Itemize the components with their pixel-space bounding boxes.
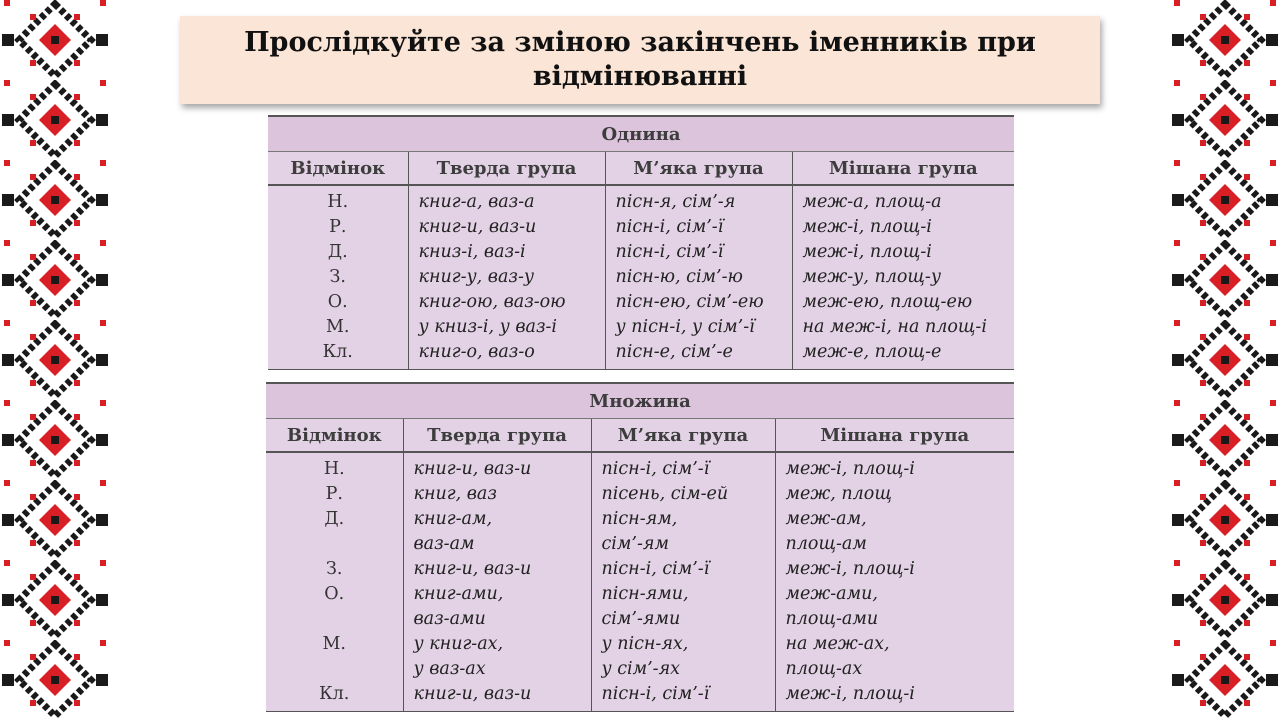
- hard-form: книг-а, ваз-а: [408, 185, 605, 215]
- soft-form: пісн-е, сім’-е: [605, 340, 792, 370]
- embroidery-border-left: [0, 0, 110, 720]
- mixed-form: меж-е, площ-е: [792, 340, 1014, 370]
- case-label: О.: [324, 584, 345, 604]
- column-header-soft: М’яка група: [605, 152, 792, 186]
- hard-form: у книг-ах, у ваз-ах: [403, 632, 591, 682]
- column-header-case: Відмінок: [266, 419, 403, 453]
- column-header-mixed: Мішана група: [775, 419, 1014, 453]
- mixed-form: меж-ам, площ-ам: [775, 507, 1014, 557]
- table-row: [268, 185, 1014, 215]
- hard-form: книг-и, ваз-и: [403, 682, 591, 712]
- soft-form: пісн-і, сім’-ї: [591, 557, 775, 582]
- mixed-form: на меж-ах, площ-ах: [775, 632, 1014, 682]
- table-row: [266, 682, 1014, 712]
- table-row: [268, 215, 1014, 240]
- hard-form: книг-и, ваз-и: [403, 557, 591, 582]
- mixed-form: на меж-і, на площ-і: [792, 315, 1014, 340]
- column-header-hard: Тверда група: [408, 152, 605, 186]
- hard-form: книз-і, ваз-і: [408, 240, 605, 265]
- case-label: Р.: [329, 217, 347, 237]
- hard-form: книг-и, ваз-и: [408, 215, 605, 240]
- table-row: [268, 340, 1014, 370]
- case-label: М.: [322, 634, 346, 654]
- hard-form: книг-ам, ваз-ам: [403, 507, 591, 557]
- section-title: Множина: [266, 383, 1014, 419]
- mixed-form: меж-ею, площ-ею: [792, 290, 1014, 315]
- column-header-case: Відмінок: [268, 152, 408, 186]
- soft-form: пісн-і, сім’-ї: [591, 682, 775, 712]
- table-row: [266, 452, 1014, 482]
- column-header-mixed: Мішана група: [792, 152, 1014, 186]
- plural-declension-table: [266, 382, 1014, 712]
- case-label: З.: [329, 267, 346, 287]
- table-row: [268, 315, 1014, 340]
- slide-title: [180, 16, 1100, 104]
- table-row: [266, 507, 1014, 557]
- case-label: Кл.: [268, 340, 408, 370]
- singular-declension-table: [268, 115, 1014, 370]
- hard-form: книг, ваз: [403, 482, 591, 507]
- case-label: З.: [326, 559, 343, 579]
- soft-form: пісень, сім-ей: [591, 482, 775, 507]
- soft-form: пісн-ями, сім’-ями: [591, 582, 775, 632]
- soft-form: пісн-і, сім’-ї: [605, 215, 792, 240]
- mixed-form: меж-і, площ-і: [775, 557, 1014, 582]
- hard-form: книг-и, ваз-и: [403, 452, 591, 482]
- table-row: [266, 482, 1014, 507]
- mixed-form: меж-ами, площ-ами: [775, 582, 1014, 632]
- case-label: Д.: [324, 509, 345, 529]
- table-row: [268, 265, 1014, 290]
- hard-form: книг-ами, ваз-ами: [403, 582, 591, 632]
- case-label: Н.: [323, 459, 345, 479]
- table-row: [268, 290, 1014, 315]
- case-label: Кл.: [266, 682, 403, 712]
- mixed-form: меж-і, площ-і: [775, 452, 1014, 482]
- case-label: Н.: [327, 192, 349, 212]
- soft-form: пісн-я, сім’-я: [605, 185, 792, 215]
- soft-form: у пісн-ях, у сім’-ях: [591, 632, 775, 682]
- soft-form: пісн-ею, сім’-ею: [605, 290, 792, 315]
- mixed-form: меж-і, площ-і: [792, 240, 1014, 265]
- table-row: [268, 240, 1014, 265]
- table-row: [266, 557, 1014, 582]
- hard-form: книг-о, ваз-о: [408, 340, 605, 370]
- case-label: М.: [326, 317, 350, 337]
- hard-form: книг-у, ваз-у: [408, 265, 605, 290]
- table-row: [266, 632, 1014, 682]
- mixed-form: меж-і, площ-і: [792, 215, 1014, 240]
- mixed-form: меж-і, площ-і: [775, 682, 1014, 712]
- column-header-soft: М’яка група: [591, 419, 775, 453]
- soft-form: пісн-і, сім’-ї: [591, 452, 775, 482]
- section-title: Однина: [268, 116, 1014, 152]
- mixed-form: меж-а, площ-а: [792, 185, 1014, 215]
- table-row: [266, 582, 1014, 632]
- soft-form: пісн-і, сім’-ї: [605, 240, 792, 265]
- slide-title-text: Прослідкуйте за зміною закінчень іменників при відмінюванні: [244, 27, 1036, 92]
- mixed-form: меж-у, площ-у: [792, 265, 1014, 290]
- soft-form: пісн-ям, сім’-ям: [591, 507, 775, 557]
- mixed-form: меж, площ: [775, 482, 1014, 507]
- column-header-hard: Тверда група: [403, 419, 591, 453]
- hard-form: книг-ою, ваз-ою: [408, 290, 605, 315]
- case-label: Д.: [327, 242, 348, 262]
- case-label: О.: [327, 292, 348, 312]
- case-label: Р.: [325, 484, 343, 504]
- embroidery-border-right: [1170, 0, 1280, 720]
- soft-form: у пісн-і, у сім’-ї: [605, 315, 792, 340]
- hard-form: у книз-і, у ваз-і: [408, 315, 605, 340]
- soft-form: пісн-ю, сім’-ю: [605, 265, 792, 290]
